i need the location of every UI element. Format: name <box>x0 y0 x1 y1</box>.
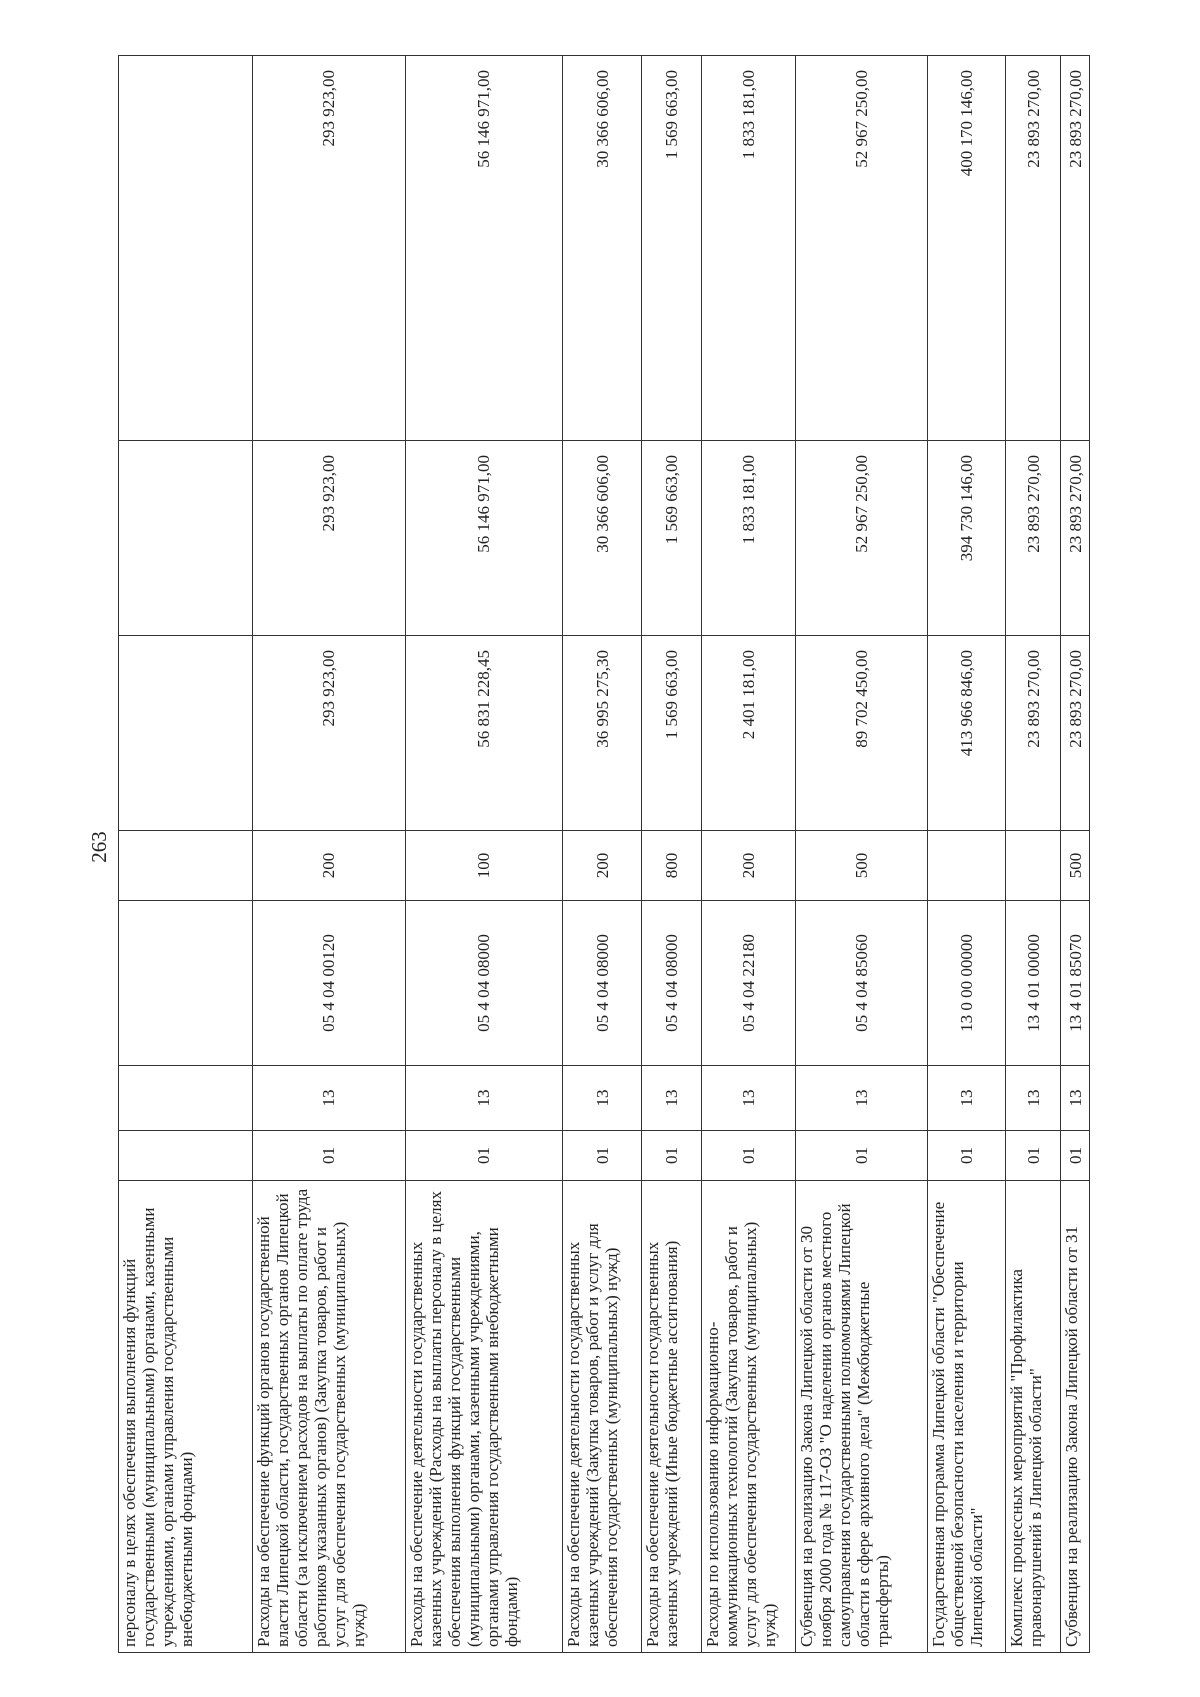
section-cell: 01 <box>642 1131 702 1181</box>
amount-year-3-cell: 23 893 270,00 <box>1061 56 1090 441</box>
amount-year-2-cell <box>119 441 253 636</box>
amount-year-3-cell: 293 923,00 <box>252 56 405 441</box>
table-row <box>119 56 253 1653</box>
subsection-cell: 13 <box>252 1066 405 1131</box>
expense-type-cell: 500 <box>796 831 927 901</box>
table-row <box>1006 56 1061 1653</box>
table-row <box>642 56 702 1653</box>
expense-type-cell: 200 <box>563 831 642 901</box>
amount-year-3-cell: 23 893 270,00 <box>1006 56 1061 441</box>
row-name-cell: Расходы на обеспечение функций органов государственной власти Липецкой области, государственных органов Липецкой области (за исключением расходов на выплаты по оплате труда работников указанных органов) (Закупка товаров, работ и услуг для обеспечения государственных (муниципальных) нужд) <box>252 1181 405 1653</box>
amount-year-1-cell: 293 923,00 <box>252 636 405 831</box>
target-article-cell: 05 4 04 00120 <box>252 901 405 1066</box>
table-row <box>701 56 795 1653</box>
row-name-cell: Государственная программа Липецкой области "Обеспечение общественной безопасности населения и территории Липецкой области" <box>927 1181 1006 1653</box>
target-article-cell: 13 4 01 00000 <box>1006 901 1061 1066</box>
section-cell: 01 <box>563 1131 642 1181</box>
row-name-cell: Субвенция на реализацию Закона Липецкой области от 30 ноября 2000 года № 117-ОЗ "О наделении органов местного самоуправления государственными полномочиями Липецкой области в сфере архивного дела" (Межбюджетные трансферты) <box>796 1181 927 1653</box>
row-name-cell: Расходы на обеспечение деятельности государственных казенных учреждений (Расходы на выплаты персоналу в целях обеспечения выполнения функций государственными (муниципальными) органами, казенными учреждениями, органами управления государственными внебюджетными фондами) <box>405 1181 563 1653</box>
section-cell <box>119 1131 253 1181</box>
subsection-cell: 13 <box>563 1066 642 1131</box>
target-article-cell: 13 0 00 00000 <box>927 901 1006 1066</box>
amount-year-2-cell: 1 833 181,00 <box>701 441 795 636</box>
subsection-cell: 13 <box>642 1066 702 1131</box>
target-article-cell: 05 4 04 22180 <box>701 901 795 1066</box>
amount-year-1-cell <box>119 636 253 831</box>
section-cell: 01 <box>796 1131 927 1181</box>
amount-year-3-cell: 56 146 971,00 <box>405 56 563 441</box>
subsection-cell: 13 <box>405 1066 563 1131</box>
amount-year-1-cell: 56 831 228,45 <box>405 636 563 831</box>
amount-year-1-cell: 89 702 450,00 <box>796 636 927 831</box>
expense-type-cell <box>1006 831 1061 901</box>
amount-year-1-cell: 23 893 270,00 <box>1061 636 1090 831</box>
subsection-cell: 13 <box>927 1066 1006 1131</box>
table-row <box>796 56 927 1653</box>
amount-year-3-cell: 1 833 181,00 <box>701 56 795 441</box>
table-row <box>252 56 405 1653</box>
target-article-cell: 05 4 04 08000 <box>563 901 642 1066</box>
table-row <box>405 56 563 1653</box>
amount-year-2-cell: 23 893 270,00 <box>1006 441 1061 636</box>
expense-type-cell: 800 <box>642 831 702 901</box>
target-article-cell: 05 4 04 85060 <box>796 901 927 1066</box>
row-name-cell: Субвенция на реализацию Закона Липецкой области от 31 <box>1061 1181 1090 1653</box>
amount-year-3-cell: 400 170 146,00 <box>927 56 1006 441</box>
amount-year-3-cell <box>119 56 253 441</box>
table-row <box>1061 56 1090 1653</box>
expense-type-cell: 200 <box>252 831 405 901</box>
row-name-cell: персоналу в целях обеспечения выполнения функций государственными (муниципальными) органами, казенными учреждениями, органами управления государственными внебюджетными фондами) <box>119 1181 253 1653</box>
budget-table-body <box>119 56 1090 1653</box>
target-article-cell: 05 4 04 08000 <box>642 901 702 1066</box>
amount-year-2-cell: 23 893 270,00 <box>1061 441 1090 636</box>
section-cell: 01 <box>405 1131 563 1181</box>
amount-year-1-cell: 36 995 275,30 <box>563 636 642 831</box>
table-row <box>563 56 642 1653</box>
budget-table <box>118 55 1090 1653</box>
row-name-cell: Расходы на обеспечение деятельности государственных казенных учреждений (Иные бюджетные ассигнования) <box>642 1181 702 1653</box>
row-name-cell: Комплекс процессных мероприятий "Профилактика правонарушений в Липецкой области" <box>1006 1181 1061 1653</box>
subsection-cell: 13 <box>701 1066 795 1131</box>
expense-type-cell <box>119 831 253 901</box>
amount-year-2-cell: 293 923,00 <box>252 441 405 636</box>
amount-year-2-cell: 394 730 146,00 <box>927 441 1006 636</box>
amount-year-1-cell: 23 893 270,00 <box>1006 636 1061 831</box>
rotated-page-content <box>118 56 1090 1653</box>
expense-type-cell: 500 <box>1061 831 1090 901</box>
section-cell: 01 <box>1006 1131 1061 1181</box>
section-cell: 01 <box>927 1131 1006 1181</box>
amount-year-3-cell: 52 967 250,00 <box>796 56 927 441</box>
amount-year-3-cell: 30 366 606,00 <box>563 56 642 441</box>
target-article-cell: 13 4 01 85070 <box>1061 901 1090 1066</box>
page-number: 263 <box>87 831 111 863</box>
table-row <box>927 56 1006 1653</box>
amount-year-3-cell: 1 569 663,00 <box>642 56 702 441</box>
expense-type-cell <box>927 831 1006 901</box>
amount-year-2-cell: 30 366 606,00 <box>563 441 642 636</box>
section-cell: 01 <box>252 1131 405 1181</box>
section-cell: 01 <box>701 1131 795 1181</box>
amount-year-1-cell: 2 401 181,00 <box>701 636 795 831</box>
row-name-cell: Расходы на обеспечение деятельности государственных казенных учреждений (Закупка товаров, работ и услуг для обеспечения государственных (муниципальных) нужд) <box>563 1181 642 1653</box>
amount-year-2-cell: 1 569 663,00 <box>642 441 702 636</box>
expense-type-cell: 200 <box>701 831 795 901</box>
target-article-cell: 05 4 04 08000 <box>405 901 563 1066</box>
amount-year-2-cell: 52 967 250,00 <box>796 441 927 636</box>
subsection-cell: 13 <box>1061 1066 1090 1131</box>
subsection-cell: 13 <box>1006 1066 1061 1131</box>
target-article-cell <box>119 901 253 1066</box>
subsection-cell: 13 <box>796 1066 927 1131</box>
row-name-cell: Расходы по использованию информационно-коммуникационных технологий (Закупка товаров, работ и услуг для обеспечения государственных (муниципальных) нужд) <box>701 1181 795 1653</box>
section-cell: 01 <box>1061 1131 1090 1181</box>
expense-type-cell: 100 <box>405 831 563 901</box>
amount-year-1-cell: 1 569 663,00 <box>642 636 702 831</box>
subsection-cell <box>119 1066 253 1131</box>
amount-year-1-cell: 413 966 846,00 <box>927 636 1006 831</box>
amount-year-2-cell: 56 146 971,00 <box>405 441 563 636</box>
